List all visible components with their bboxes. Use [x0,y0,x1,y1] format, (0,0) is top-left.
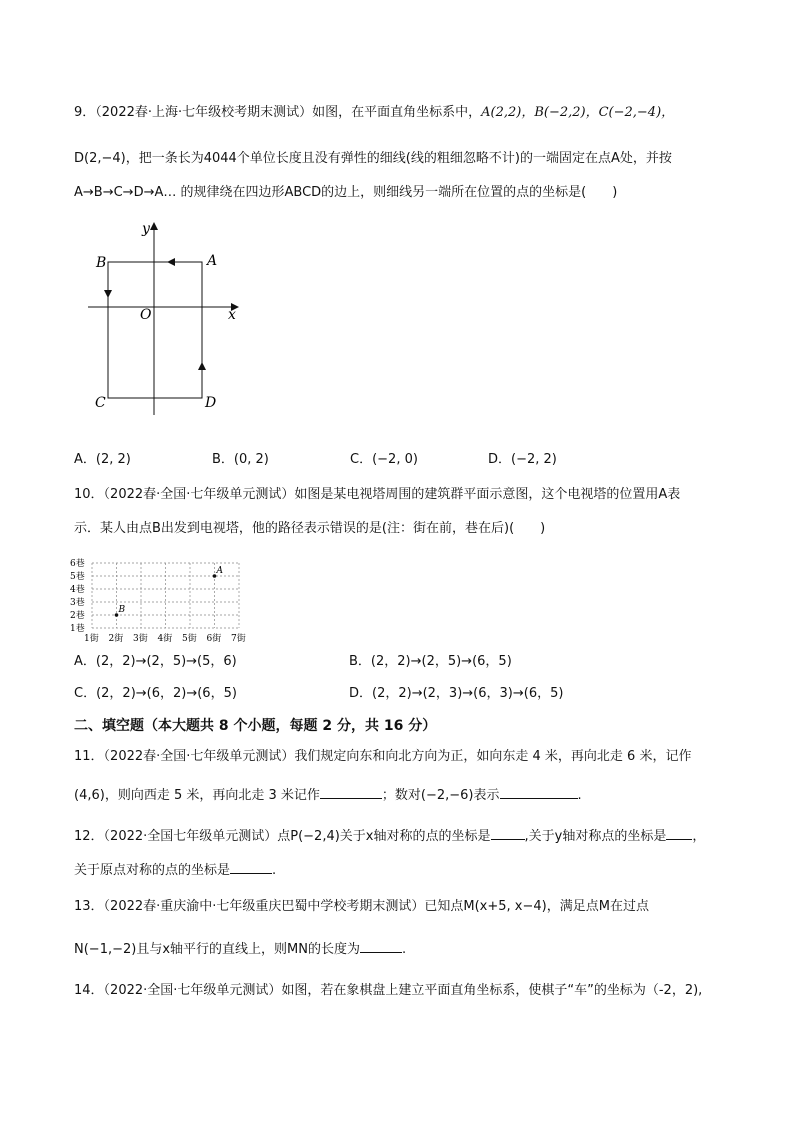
label-d: D [205,395,217,411]
rectangle-abcd [108,262,202,398]
q10-option-d[interactable]: D．(2，2)→(2，3)→(6，3)→(6，5) [349,686,564,701]
label-point-a: A [216,566,223,576]
q10-option-c[interactable]: C．(2，2)→(6，2)→(6，5) [74,686,237,701]
q12-blank-2[interactable] [666,827,692,840]
section-heading: 二、填空题（本大题共 8 个小题，每题 2 分，共 16 分） [74,718,437,734]
q9-option-c[interactable]: C．(−2, 0) [350,452,418,467]
grid-row-label: 1巷 [70,624,85,634]
q13-line1: 13．（2022春·重庆渝中·七年级重庆巴蜀中学校考期末测试）已知点M(x+5, x−4)，满足点M在过点 [74,899,649,914]
grid-col-label: 3街 [133,634,148,644]
grid-col-label: 6街 [206,634,222,644]
q11-blank-2[interactable] [500,786,578,799]
label-o: O [140,307,152,323]
label-x: x [228,307,236,323]
grid-col-label: 7街 [231,634,246,644]
q9-option-a[interactable]: A．(2, 2) [74,452,131,467]
grid-row-label: 5巷 [70,572,85,582]
label-a: A [207,253,218,269]
grid-col-label: 4街 [157,634,173,644]
q9-figure [80,215,250,425]
grid-row-label: 3巷 [70,598,85,608]
q9-line3: A→B→C→D→A… 的规律绕在四边形ABCD的边上，则细线另一端所在位置的点的坐标是( ) [74,185,618,200]
q9-option-d[interactable]: D．(−2, 2) [488,452,557,467]
q11-line1: 11．（2022春·全国·七年级单元测试）我们规定向东和向北方向为正，如向东走 4 米，再向北走 6 米，记作 [74,749,692,764]
q10-line2: 示．某人由点B出发到电视塔，他的路径表示错误的是(注：街在前，巷在后)( ) [74,521,546,536]
grid-row-label: 6巷 [70,559,85,569]
q12-line1: 12．（2022·全国七年级单元测试）点P(−2,4)关于x轴对称的点的坐标是 ,关于y轴对称点的坐标是 ， [74,829,706,844]
label-y: y [142,221,150,237]
q9-option-b[interactable]: B．(0, 2) [212,452,269,467]
grid-col-label: 1街 [84,634,99,644]
q9-line1: 9．（2022春·上海·七年级校考期末测试）如图，在平面直角坐标系中，A(2,2)，B(−2,2)，C(−2,−4)， [74,105,675,120]
q13-line2: N(−1,−2)且与x轴平行的直线上，则MN的长度为 . [74,942,407,957]
q12-blank-1[interactable] [491,827,525,840]
q14-line1: 14．（2022·全国·七年级单元测试）如图，若在象棋盘上建立平面直角坐标系，使棋子“车”的坐标为（-2，2), [74,983,703,998]
label-point-b: B [118,605,126,615]
q11-blank-1[interactable] [320,786,382,799]
grid-col-label: 2街 [108,634,124,644]
q9-line2: D(2,−4)，把一条长为4044个单位长度且没有弹性的细线(线的粗细忽略不计)的一端固定在点A处，并按 [74,151,672,166]
q10-option-a[interactable]: A．(2，2)→(2，5)→(5，6) [74,654,237,669]
label-b: B [96,255,107,271]
q12-line2: 关于原点对称的点的坐标是 . [74,863,277,878]
grid-row-label: 4巷 [70,585,85,595]
q13-blank[interactable] [360,940,402,953]
q10-line1: 10．（2022春·全国·七年级单元测试）如图是某电视塔周围的建筑群平面示意图，这个电视塔的位置用A表 [74,487,681,502]
q11-line2: (4,6)，则向西走 5 米，再向北走 3 米记作 ；数对(−2,−6)表示 . [74,788,582,803]
q10-grid-figure [68,542,248,646]
q10-option-b[interactable]: B．(2，2)→(2，5)→(6，5) [349,654,512,669]
grid-col-label: 5街 [182,634,197,644]
q12-blank-3[interactable] [230,861,272,874]
grid-row-label: 2巷 [70,611,85,621]
label-c: C [95,395,106,411]
